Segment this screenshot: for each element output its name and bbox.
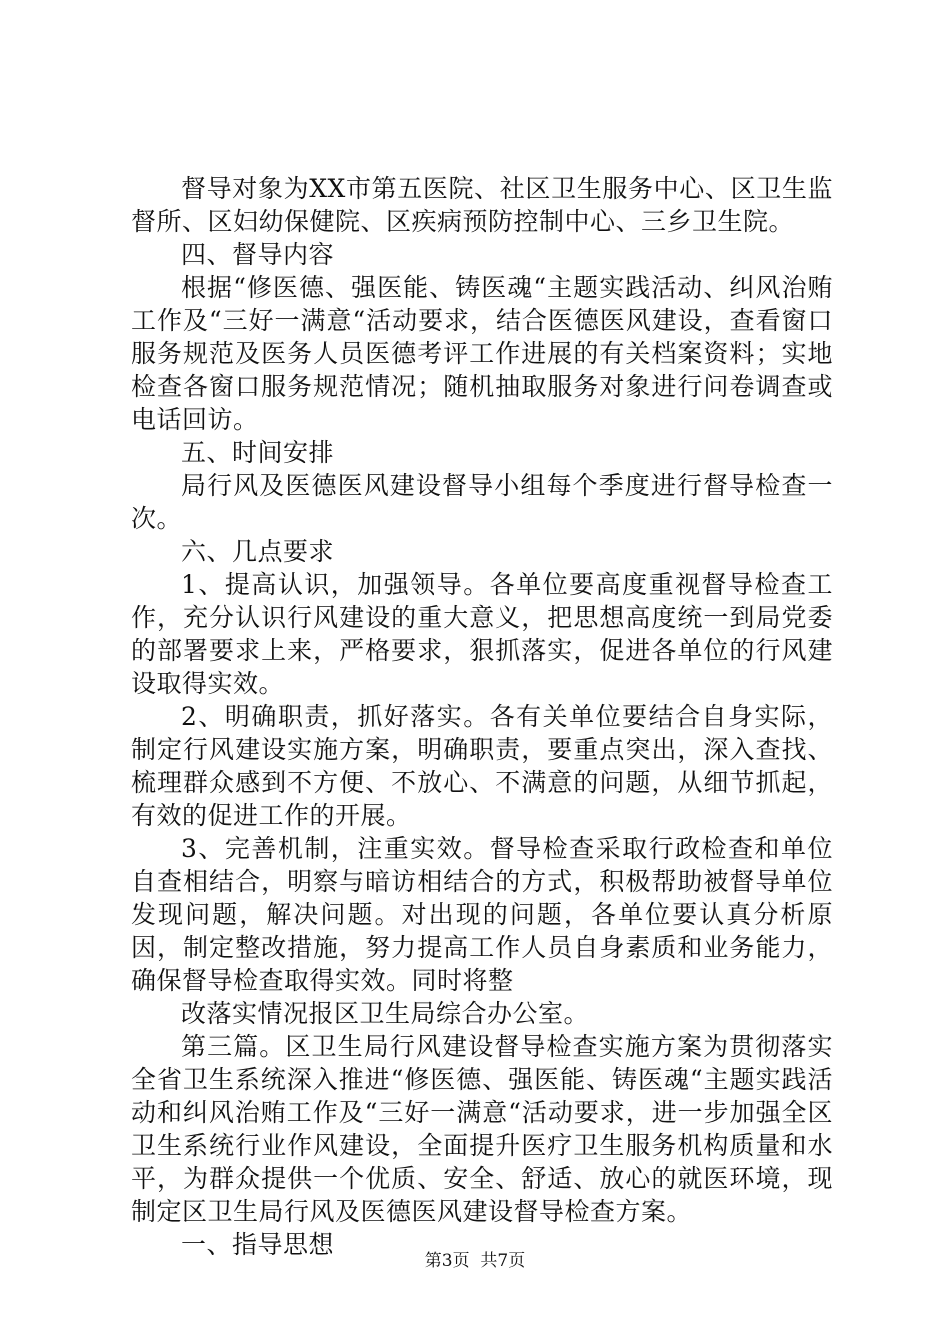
paragraph-requirement-3: 3、完善机制，注重实效。督导检查采取行政检查和单位自查相结合，明察与暗访相结合的方式，积极帮助被督导单位发现问题，解决问题。对出现的问题，各单位要认真分析原因，制定整改措施，努力提高工作人员自身素质和业务能力，确保督导检查取得实效。同时将整 [131, 834, 833, 995]
document-body [131, 172, 833, 1261]
paragraph-schedule: 局行风及医德医风建设督导小组每个季度进行督导检查一次。 [131, 471, 833, 533]
paragraph-supervision-content: 根据“修医德、强医能、铸医魂“主题实践活动、纠风治贿工作及“三好一满意“活动要求，结合医德医风建设，查看窗口服务规范及医务人员医德考评工作进展的有关档案资料；实地检查各窗口服务规范情况；随机抽取服务对象进行问卷调查或电话回访。 [131, 273, 833, 434]
section-heading-supervision-content: 四、督导内容 [181, 240, 335, 269]
paragraph-requirement-2: 2、明确职责，抓好落实。各有关单位要结合自身实际，制定行风建设实施方案，明确职责，要重点突出，深入查找、梳理群众感到不方便、不放心、不满意的问题，从细节抓起，有效的促进工作的开展。 [131, 702, 833, 830]
section-heading-guiding-ideology: 一、指导思想 [181, 1230, 335, 1259]
page-number: 第3页 共7页 [424, 1251, 526, 1271]
section-heading-schedule: 五、时间安排 [181, 438, 335, 467]
paragraph-third-chapter-intro: 第三篇。区卫生局行风建设督导检查实施方案为贯彻落实全省卫生系统深入推进“修医德、强医能、铸医魂“主题实践活动和纠风治贿工作及“三好一满意“活动要求，进一步加强全区卫生系统行业作风建设，全面提升医疗卫生服务机构质量和水平，为群众提供一个优质、安全、舒适、放心的就医环境，现制定区卫生局行风及医德医风建设督导检查方案。 [131, 1032, 833, 1226]
paragraph-requirement-1: 1、提高认识，加强领导。各单位要高度重视督导检查工作，充分认识行风建设的重大意义，把思想高度统一到局党委的部署要求上来，严格要求，狠抓落实，促进各单位的行风建设取得实效。 [131, 570, 833, 698]
paragraph-report-office: 改落实情况报区卫生局综合办公室。 [181, 999, 590, 1028]
section-heading-requirements: 六、几点要求 [181, 537, 335, 566]
paragraph-supervision-targets: 督导对象为XX市第五医院、社区卫生服务中心、区卫生监督所、区妇幼保健院、区疾病预防控制中心、三乡卫生院。 [131, 174, 833, 236]
page-footer [0, 1250, 950, 1272]
